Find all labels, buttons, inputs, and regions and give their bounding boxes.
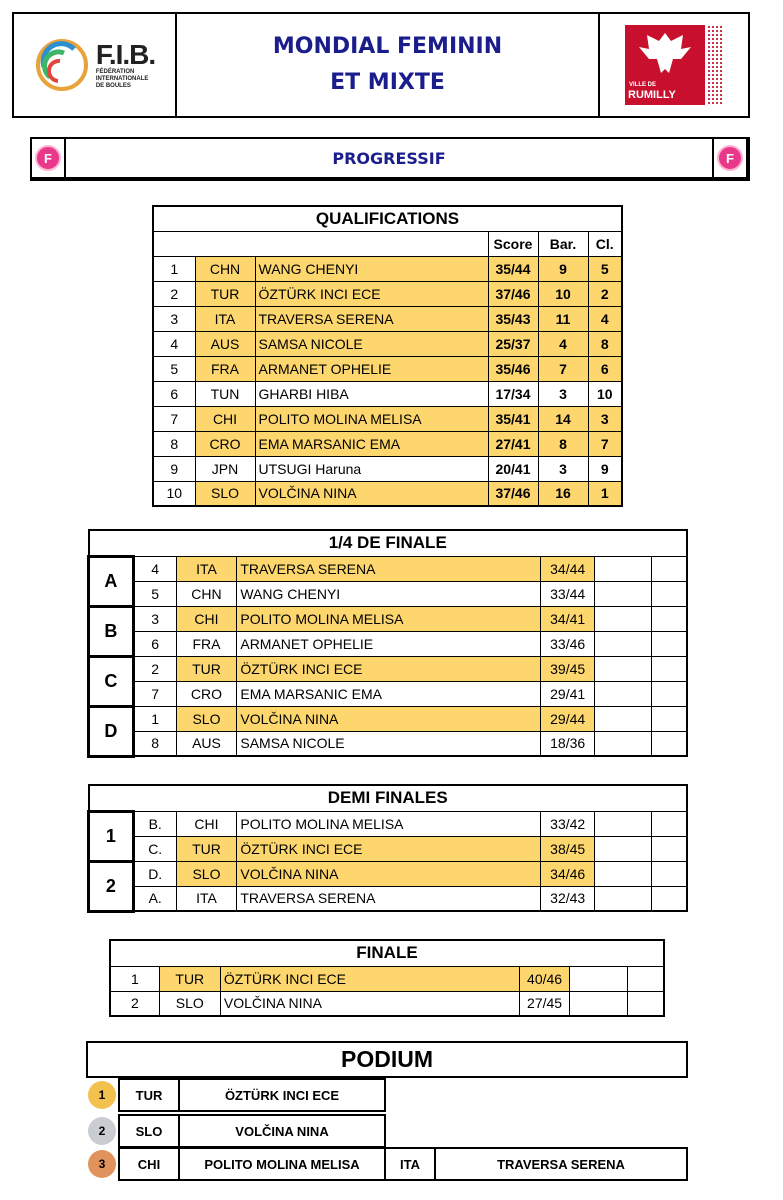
empty-cell — [595, 706, 652, 731]
country-cell: CHI — [195, 406, 255, 431]
score-cell: 35/46 — [488, 356, 538, 381]
score-cell: 37/46 — [488, 281, 538, 306]
fib-emblem-icon — [34, 37, 90, 93]
country-cell: ITA — [176, 556, 237, 581]
player-name-cell: ÖZTÜRK INCI ECE — [255, 281, 488, 306]
rank-cell: 1 — [110, 966, 159, 991]
rank-cell: 3 — [153, 306, 195, 331]
score-cell: 35/41 — [488, 406, 538, 431]
podium — [86, 1041, 688, 1183]
rank-cell: 6 — [153, 381, 195, 406]
empty-cell — [651, 836, 687, 861]
rank-cell: 9 — [153, 456, 195, 481]
bar-cell: 8 — [538, 431, 588, 456]
podium-first — [86, 1078, 386, 1112]
player-name-cell: TRAVERSA SERENA — [255, 306, 488, 331]
podium-third-country-2: ITA — [386, 1147, 436, 1181]
final-title: FINALE — [110, 940, 664, 966]
table-row — [153, 406, 622, 431]
score-cell: 29/41 — [541, 681, 595, 706]
cl-cell: 10 — [588, 381, 622, 406]
empty-cell — [595, 606, 652, 631]
score-cell: 33/42 — [541, 811, 595, 836]
seed-cell: 6 — [133, 631, 176, 656]
seed-cell: 5 — [133, 581, 176, 606]
seed-cell: 7 — [133, 681, 176, 706]
page-title — [177, 14, 600, 116]
seed-cell: 2 — [133, 656, 176, 681]
table-row — [89, 861, 688, 886]
cl-cell: 4 — [588, 306, 622, 331]
rank-cell: 4 — [153, 331, 195, 356]
seed-cell: 3 — [133, 606, 176, 631]
country-cell: AUS — [176, 731, 237, 756]
empty-cell — [651, 706, 687, 731]
score-cell: 29/44 — [541, 706, 595, 731]
rank-cell: 5 — [153, 356, 195, 381]
player-name-cell: ÖZTÜRK INCI ECE — [237, 656, 541, 681]
eagle-icon — [625, 25, 705, 81]
banner-title: PROGRESSIF — [332, 148, 446, 168]
empty-cell — [570, 991, 628, 1016]
fib-logo-line3: DE BOULES — [95, 82, 131, 89]
score-cell: 37/46 — [488, 481, 538, 506]
cl-cell: 8 — [588, 331, 622, 356]
player-name-cell: POLITO MOLINA MELISA — [255, 406, 488, 431]
table-row — [153, 381, 622, 406]
empty-cell — [651, 581, 687, 606]
fib-logo-title: F.I.B. — [95, 38, 156, 70]
cl-cell: 2 — [588, 281, 622, 306]
group-label: 1 — [89, 811, 134, 861]
silver-medal-icon: 2 — [88, 1117, 116, 1145]
score-cell: 33/44 — [541, 581, 595, 606]
rank-cell: 2 — [153, 281, 195, 306]
qualifications-table — [152, 205, 623, 507]
country-cell: TUR — [176, 656, 237, 681]
rank-cell: 1 — [153, 256, 195, 281]
podium-third-name-2: TRAVERSA SERENA — [436, 1147, 688, 1181]
progressif-banner — [30, 137, 750, 181]
table-row — [153, 431, 622, 456]
country-cell: ITA — [176, 886, 237, 911]
fib-logo — [14, 14, 177, 116]
empty-cell — [595, 886, 652, 911]
group-label: 2 — [89, 861, 134, 911]
seed-cell: 1 — [133, 706, 176, 731]
group-label: C — [89, 656, 134, 706]
podium-second-name: VOLČINA NINA — [180, 1114, 386, 1148]
rank-cell: 7 — [153, 406, 195, 431]
bar-cell: 11 — [538, 306, 588, 331]
player-name-cell: VOLČINA NINA — [237, 706, 541, 731]
f-badge-right: F — [717, 145, 743, 171]
table-row — [153, 306, 622, 331]
player-name-cell: WANG CHENYI — [255, 256, 488, 281]
bar-cell: 16 — [538, 481, 588, 506]
col-header-score: Score — [488, 231, 538, 256]
bar-cell: 7 — [538, 356, 588, 381]
cl-cell: 7 — [588, 431, 622, 456]
player-name-cell: ÖZTÜRK INCI ECE — [220, 966, 519, 991]
player-name-cell: WANG CHENYI — [237, 581, 541, 606]
cl-cell: 5 — [588, 256, 622, 281]
final-table — [109, 939, 665, 1017]
table-row — [153, 456, 622, 481]
table-row — [89, 731, 688, 756]
player-name-cell: VOLČINA NINA — [237, 861, 541, 886]
empty-cell — [628, 991, 664, 1016]
player-name-cell: ARMANET OPHELIE — [237, 631, 541, 656]
seed-cell: A. — [133, 886, 176, 911]
f-badge-left: F — [35, 145, 61, 171]
country-cell: SLO — [176, 706, 237, 731]
country-cell: FRA — [195, 356, 255, 381]
empty-cell — [595, 631, 652, 656]
table-row — [89, 631, 688, 656]
qualifications-title: QUALIFICATIONS — [153, 206, 622, 231]
empty-cell — [651, 681, 687, 706]
fib-logo-line1: FÉDÉRATION — [95, 68, 135, 75]
seed-cell: 8 — [133, 731, 176, 756]
empty-cell — [651, 656, 687, 681]
table-row — [153, 481, 622, 506]
empty-cell — [595, 581, 652, 606]
country-cell: FRA — [176, 631, 237, 656]
bar-cell: 3 — [538, 456, 588, 481]
table-row — [89, 581, 688, 606]
empty-cell — [595, 731, 652, 756]
empty-cell — [595, 811, 652, 836]
empty-cell — [651, 811, 687, 836]
player-name-cell: TRAVERSA SERENA — [237, 886, 541, 911]
score-cell: 20/41 — [488, 456, 538, 481]
country-cell: ITA — [195, 306, 255, 331]
empty-cell — [628, 966, 664, 991]
table-row — [89, 811, 688, 836]
country-cell: SLO — [159, 991, 220, 1016]
podium-third-country-1: CHI — [118, 1147, 180, 1181]
score-cell: 35/43 — [488, 306, 538, 331]
podium-third — [86, 1147, 688, 1181]
bar-cell: 4 — [538, 331, 588, 356]
score-cell: 34/46 — [541, 861, 595, 886]
player-name-cell: ÖZTÜRK INCI ECE — [237, 836, 541, 861]
cl-cell: 3 — [588, 406, 622, 431]
score-cell: 18/36 — [541, 731, 595, 756]
country-cell: JPN — [195, 456, 255, 481]
title-line-1: MONDIAL FEMININ — [272, 34, 503, 59]
podium-title: PODIUM — [86, 1041, 688, 1078]
country-cell: CHI — [176, 606, 237, 631]
table-row — [110, 966, 664, 991]
player-name-cell: ARMANET OPHELIE — [255, 356, 488, 381]
score-cell: 34/44 — [541, 556, 595, 581]
header — [12, 12, 750, 118]
country-cell: TUR — [176, 836, 237, 861]
empty-cell — [651, 631, 687, 656]
score-cell: 25/37 — [488, 331, 538, 356]
semi-final-title: DEMI FINALES — [89, 785, 688, 811]
country-cell: CHN — [176, 581, 237, 606]
group-label: B — [89, 606, 134, 656]
fib-logo-line2: INTERNATIONALE — [95, 75, 149, 82]
player-name-cell: TRAVERSA SERENA — [237, 556, 541, 581]
empty-cell — [595, 656, 652, 681]
score-cell: 17/34 — [488, 381, 538, 406]
player-name-cell: EMA MARSANIC EMA — [237, 681, 541, 706]
score-cell: 38/45 — [541, 836, 595, 861]
player-name-cell: GHARBI HIBA — [255, 381, 488, 406]
country-cell: AUS — [195, 331, 255, 356]
cl-cell: 6 — [588, 356, 622, 381]
score-cell: 34/41 — [541, 606, 595, 631]
player-name-cell: UTSUGI Haruna — [255, 456, 488, 481]
table-row — [153, 281, 622, 306]
table-row — [153, 356, 622, 381]
table-row — [110, 991, 664, 1016]
score-cell: 33/46 — [541, 631, 595, 656]
podium-first-name: ÖZTÜRK INCI ECE — [180, 1078, 386, 1112]
rumilly-dot-pattern — [707, 25, 723, 105]
player-name-cell: VOLČINA NINA — [255, 481, 488, 506]
cl-cell: 1 — [588, 481, 622, 506]
country-cell: TUR — [195, 281, 255, 306]
empty-cell — [651, 606, 687, 631]
country-cell: TUN — [195, 381, 255, 406]
semi-final-table — [87, 784, 688, 913]
title-line-2: ET MIXTE — [330, 70, 445, 95]
country-cell: CRO — [195, 431, 255, 456]
empty-cell — [651, 731, 687, 756]
player-name-cell: SAMSA NICOLE — [255, 331, 488, 356]
country-cell: SLO — [176, 861, 237, 886]
score-cell: 39/45 — [541, 656, 595, 681]
bar-cell: 9 — [538, 256, 588, 281]
empty-cell — [595, 681, 652, 706]
rumilly-logo — [600, 14, 748, 116]
group-label: A — [89, 556, 134, 606]
seed-cell: 4 — [133, 556, 176, 581]
country-cell: SLO — [195, 481, 255, 506]
bar-cell: 10 — [538, 281, 588, 306]
empty-cell — [595, 556, 652, 581]
score-cell: 27/41 — [488, 431, 538, 456]
empty-cell — [570, 966, 628, 991]
country-cell: CHN — [195, 256, 255, 281]
gold-medal-icon: 1 — [88, 1081, 116, 1109]
quarter-final-title: 1/4 DE FINALE — [89, 530, 688, 556]
player-name-cell: SAMSA NICOLE — [237, 731, 541, 756]
seed-cell: D. — [133, 861, 176, 886]
group-label: D — [89, 706, 134, 756]
podium-second-country: SLO — [118, 1114, 180, 1148]
rank-cell: 8 — [153, 431, 195, 456]
cl-cell: 9 — [588, 456, 622, 481]
table-row — [89, 681, 688, 706]
rank-cell: 2 — [110, 991, 159, 1016]
table-row — [89, 706, 688, 731]
country-cell: CHI — [176, 811, 237, 836]
podium-second — [86, 1114, 386, 1148]
empty-cell — [651, 886, 687, 911]
score-cell: 27/45 — [519, 991, 569, 1016]
empty-cell — [595, 861, 652, 886]
podium-third-name-1: POLITO MOLINA MELISA — [180, 1147, 386, 1181]
seed-cell: B. — [133, 811, 176, 836]
bar-cell: 14 — [538, 406, 588, 431]
table-row — [153, 256, 622, 281]
table-row — [89, 656, 688, 681]
rumilly-logo-line2: RUMILLY — [628, 89, 676, 101]
rank-cell: 10 — [153, 481, 195, 506]
score-cell: 40/46 — [519, 966, 569, 991]
podium-first-country: TUR — [118, 1078, 180, 1112]
player-name-cell: EMA MARSANIC EMA — [255, 431, 488, 456]
bronze-medal-icon: 3 — [88, 1150, 116, 1178]
col-header-bar: Bar. — [538, 231, 588, 256]
table-row — [89, 556, 688, 581]
country-cell: TUR — [159, 966, 220, 991]
table-row — [89, 606, 688, 631]
table-row — [89, 836, 688, 861]
player-name-cell: POLITO MOLINA MELISA — [237, 606, 541, 631]
col-header-cl: Cl. — [588, 231, 622, 256]
empty-cell — [595, 836, 652, 861]
bar-cell: 3 — [538, 381, 588, 406]
table-row — [89, 886, 688, 911]
player-name-cell: VOLČINA NINA — [220, 991, 519, 1016]
score-cell: 35/44 — [488, 256, 538, 281]
empty-cell — [651, 556, 687, 581]
seed-cell: C. — [133, 836, 176, 861]
quarter-final-table — [87, 529, 688, 758]
table-row — [153, 331, 622, 356]
rumilly-logo-line1: VILLE DE — [629, 82, 657, 88]
empty-cell — [651, 861, 687, 886]
score-cell: 32/43 — [541, 886, 595, 911]
player-name-cell: POLITO MOLINA MELISA — [237, 811, 541, 836]
country-cell: CRO — [176, 681, 237, 706]
